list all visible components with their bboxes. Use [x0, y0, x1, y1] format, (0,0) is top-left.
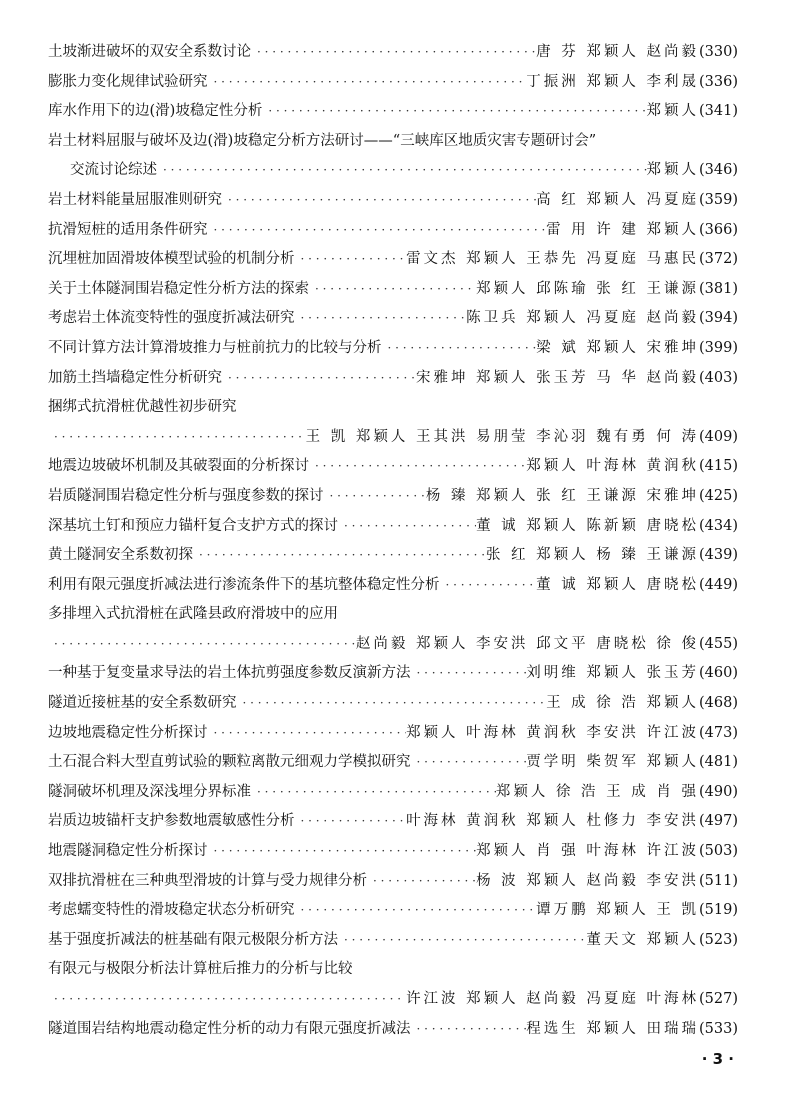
entry-title: 土石混合料大型直剪试验的颗粒离散元细观力学模拟研究 [48, 754, 411, 771]
toc-entry[interactable] [48, 867, 738, 897]
entry-authors: 董 诚 郑颖人 陈新颖 唐晓松 [476, 517, 699, 534]
entry-authors: 郑颖人 [646, 162, 699, 179]
entry-page: (519) [699, 902, 738, 919]
toc-entry[interactable] [48, 186, 738, 216]
entry-title: 双排抗滑桩在三种典型滑坡的计算与受力规律分析 [48, 872, 367, 889]
dot-leader [382, 334, 537, 364]
page-number: · 3 · [701, 1050, 734, 1068]
dot-leader [48, 630, 356, 660]
toc-entry-title-line [48, 393, 738, 423]
entry-page: (503) [699, 843, 738, 860]
entry-page: (394) [699, 310, 738, 327]
entry-page: (449) [699, 576, 738, 593]
toc-entry[interactable] [48, 97, 738, 127]
toc-entry[interactable] [48, 807, 738, 837]
entry-page: (359) [699, 191, 738, 208]
toc-entry[interactable] [48, 452, 738, 482]
entry-page: (346) [699, 162, 738, 179]
dot-leader [411, 659, 527, 689]
dot-leader [295, 245, 407, 275]
entry-title: 多排埋入式抗滑桩在武隆县政府滑坡中的应用 [48, 606, 338, 623]
toc-entry-line [48, 275, 738, 305]
toc-entry[interactable] [48, 748, 738, 778]
toc-entry[interactable] [48, 216, 738, 246]
entry-authors: 杨 臻 郑颖人 张 红 王谦源 宋雅坤 [425, 487, 699, 504]
entry-page: (455) [699, 635, 738, 652]
dot-leader [440, 571, 537, 601]
entry-authors: 高 红 郑颖人 冯夏庭 [536, 191, 699, 208]
entry-page: (372) [699, 251, 738, 268]
entry-authors: 王 凯 郑颖人 王其洪 易朋莹 李沁羽 魏有勇 何 涛 [305, 428, 699, 445]
toc-entry[interactable] [48, 926, 738, 956]
entry-page: (527) [699, 991, 738, 1007]
entry-authors: 郑颖人 [646, 103, 699, 120]
entry-page: (490) [699, 783, 738, 800]
entry-title: 地震隧洞稳定性分析探讨 [48, 843, 208, 860]
dot-leader [262, 97, 646, 127]
toc-entry[interactable] [48, 719, 738, 749]
toc-entry[interactable] [48, 334, 738, 364]
dot-leader [295, 896, 537, 926]
entry-page: (434) [699, 517, 738, 534]
toc-entry-line [48, 512, 738, 542]
entry-authors: 陈卫兵 郑颖人 冯夏庭 赵尚毅 [466, 310, 699, 327]
toc-entry-author-line [48, 156, 738, 186]
entry-authors: 董天文 郑颖人 [586, 931, 699, 948]
entry-page: (399) [699, 339, 738, 356]
dot-leader [208, 837, 477, 867]
toc-entry[interactable] [48, 68, 738, 98]
entry-title: 隧道围岩结构地震动稳定性分析的动力有限元强度折减法 [48, 1020, 411, 1037]
entry-page: (403) [699, 369, 738, 386]
entry-title: 黄土隧洞安全系数初探 [48, 547, 193, 564]
dot-leader [338, 926, 586, 956]
entry-title: 沉埋桩加固滑坡体模型试验的机制分析 [48, 251, 295, 268]
dot-leader [208, 216, 547, 246]
toc-entry[interactable] [48, 275, 738, 305]
entry-authors: 雷 用 许 建 郑颖人 [546, 221, 699, 238]
entry-page: (473) [699, 724, 738, 741]
entry-title: 有限元与极限分析法计算桩后推力的分析与比较 [48, 961, 353, 978]
entry-authors: 张 红 郑颖人 杨 臻 王谦源 [485, 547, 699, 564]
entry-page: (481) [699, 754, 738, 771]
entry-title: 库水作用下的边(滑)坡稳定性分析 [48, 103, 263, 120]
entry-authors: 叶海林 黄润秋 郑颖人 杜修力 李安洪 [406, 813, 699, 830]
dot-leader [411, 1015, 527, 1045]
entry-title: 抗滑短桩的适用条件研究 [48, 221, 208, 238]
toc-entry-author-line [48, 985, 738, 1015]
toc-entry-line [48, 926, 738, 956]
toc-entry[interactable] [48, 778, 738, 808]
toc-entry-line [48, 97, 738, 127]
entry-authors: 郑颖人 邱陈瑜 张 红 王谦源 [476, 280, 699, 297]
entry-authors: 雷文杰 郑颖人 王恭先 冯夏庭 马惠民 [406, 251, 699, 268]
entry-authors: 梁 斌 郑颖人 宋雅坤 [536, 339, 699, 356]
entry-title: 关于土体隧洞围岩稳定性分析方法的探索 [48, 280, 309, 297]
entry-page: (523) [699, 931, 738, 948]
entry-title: 考虑岩土体流变特性的强度折减法研究 [48, 310, 295, 327]
entry-title: 岩质隧洞围岩稳定性分析与强度参数的探讨 [48, 487, 324, 504]
dot-leader [367, 867, 476, 897]
entry-page: (468) [699, 695, 738, 712]
toc-entry-line [48, 334, 738, 364]
dot-leader [411, 748, 527, 778]
entry-title: 边坡地震稳定性分析探讨 [48, 724, 208, 741]
entry-title-continued: 交流讨论综述 [70, 162, 157, 179]
toc-entry-line [48, 68, 738, 98]
entry-page: (409) [699, 428, 738, 445]
toc-entry-line [48, 867, 738, 897]
entry-page: (425) [699, 487, 738, 504]
entry-authors: 王 成 徐 浩 郑颖人 [546, 695, 699, 712]
toc-entry[interactable] [48, 304, 738, 334]
entry-authors: 程选生 郑颖人 田瑞瑞 [526, 1020, 699, 1037]
dot-leader [309, 452, 526, 482]
toc-entry-line [48, 186, 738, 216]
dot-leader [251, 778, 496, 808]
dot-leader [338, 512, 476, 542]
toc-entry[interactable] [48, 896, 738, 926]
table-of-contents [48, 38, 738, 1044]
toc-entry[interactable] [48, 393, 738, 452]
dot-leader [48, 423, 306, 453]
entry-page: (341) [699, 103, 738, 120]
entry-authors: 谭万鹏 郑颖人 王 凯 [536, 902, 699, 919]
entry-title: 隧道近接桩基的安全系数研究 [48, 695, 237, 712]
entry-authors: 丁振洲 郑颖人 李利晟 [526, 73, 699, 90]
toc-entry[interactable] [48, 512, 738, 542]
toc-entry-line [48, 719, 738, 749]
entry-title: 考虑蠕变特性的滑坡稳定状态分析研究 [48, 902, 295, 919]
entry-authors: 刘明维 郑颖人 张玉芳 [526, 665, 699, 682]
entry-page: (381) [699, 280, 738, 297]
dot-leader [48, 985, 406, 1015]
dot-leader [251, 38, 536, 68]
toc-entry-title-line [48, 127, 738, 157]
toc-entry-line [48, 778, 738, 808]
entry-page: (497) [699, 813, 738, 830]
entry-page: (330) [699, 44, 738, 60]
toc-entry-line [48, 1015, 738, 1045]
toc-entry[interactable] [48, 600, 738, 659]
toc-entry-line [48, 38, 738, 68]
toc-entry[interactable] [48, 659, 738, 689]
entry-title: 利用有限元强度折减法进行渗流条件下的基坑整体稳定性分析 [48, 576, 440, 593]
entry-title: 膨胀力变化规律试验研究 [48, 73, 208, 90]
dot-leader [222, 364, 416, 394]
entry-page: (533) [699, 1020, 738, 1037]
toc-entry-line [48, 364, 738, 394]
entry-authors: 郑颖人 叶海林 黄润秋 李安洪 许江波 [406, 724, 699, 741]
entry-page: (460) [699, 665, 738, 682]
entry-page: (439) [699, 547, 738, 564]
entry-authors: 郑颖人 叶海林 黄润秋 [526, 458, 699, 475]
dot-leader [208, 68, 527, 98]
toc-entry-line [48, 807, 738, 837]
entry-title: 基于强度折减法的桩基础有限元极限分析方法 [48, 931, 338, 948]
toc-entry-line [48, 216, 738, 246]
entry-title: 一种基于复变量求导法的岩土体抗剪强度参数反演新方法 [48, 665, 411, 682]
toc-entry[interactable] [48, 955, 738, 1014]
dot-leader [193, 541, 486, 571]
toc-entry-line [48, 896, 738, 926]
entry-page: (366) [699, 221, 738, 238]
dot-leader [208, 719, 407, 749]
entry-title: 加筋土挡墙稳定性分析研究 [48, 369, 222, 386]
toc-entry[interactable] [48, 1015, 738, 1045]
entry-title: 捆绑式抗滑桩优越性初步研究 [48, 399, 237, 416]
toc-entry[interactable] [48, 541, 738, 571]
entry-authors: 董 诚 郑颖人 唐晓松 [536, 576, 699, 593]
entry-authors: 唐 芬 郑颖人 赵尚毅 [536, 44, 699, 60]
toc-entry-line [48, 245, 738, 275]
entry-title: 隧洞破坏机理及深浅埋分界标准 [48, 783, 251, 800]
dot-leader [157, 156, 647, 186]
entry-title: 岩质边坡锚杆支护参数地震敏感性分析 [48, 813, 295, 830]
entry-title: 岩土材料能量屈服准则研究 [48, 191, 222, 208]
entry-page: (415) [699, 458, 738, 475]
toc-entry[interactable] [48, 482, 738, 512]
toc-entry[interactable] [48, 689, 738, 719]
dot-leader [222, 186, 536, 216]
dot-leader [237, 689, 547, 719]
toc-entry[interactable] [48, 245, 738, 275]
entry-authors: 杨 波 郑颖人 赵尚毅 李安洪 [476, 872, 699, 889]
toc-entry-author-line [48, 423, 738, 453]
toc-entry-title-line [48, 600, 738, 630]
toc-entry[interactable] [48, 38, 738, 68]
entry-title: 岩土材料屈服与破坏及边(滑)坡稳定分析方法研讨——“三峡库区地质灾害专题研讨会” [48, 132, 597, 149]
toc-entry-line [48, 659, 738, 689]
dot-leader [295, 807, 407, 837]
dot-leader [295, 304, 467, 334]
toc-entry-line [48, 482, 738, 512]
entry-authors: 郑颖人 肖 强 叶海林 许江波 [476, 843, 699, 860]
entry-authors: 宋雅坤 郑颖人 张玉芳 马 华 赵尚毅 [415, 369, 699, 386]
toc-entry[interactable] [48, 837, 738, 867]
toc-entry-title-line [48, 955, 738, 985]
entry-title: 土坡渐进破坏的双安全系数讨论 [48, 44, 251, 60]
entry-title: 地震边坡破坏机制及其破裂面的分析探讨 [48, 458, 309, 475]
entry-page: (336) [699, 73, 738, 90]
entry-page: (511) [699, 872, 738, 889]
entry-authors: 郑颖人 徐 浩 王 成 肖 强 [495, 783, 699, 800]
toc-entry-line [48, 837, 738, 867]
toc-entry-line [48, 452, 738, 482]
dot-leader [324, 482, 426, 512]
toc-entry-line [48, 541, 738, 571]
toc-entry-line [48, 571, 738, 601]
toc-entry[interactable] [48, 127, 738, 186]
toc-entry-line [48, 689, 738, 719]
toc-entry-line [48, 748, 738, 778]
entry-authors: 许江波 郑颖人 赵尚毅 冯夏庭 叶海林 [406, 991, 699, 1007]
entry-title: 深基坑土钉和预应力锚杆复合支护方式的探讨 [48, 517, 338, 534]
dot-leader [309, 275, 476, 305]
toc-entry[interactable] [48, 364, 738, 394]
entry-authors: 赵尚毅 郑颖人 李安洪 邱文平 唐晓松 徐 俊 [355, 635, 699, 652]
entry-title: 不同计算方法计算滑坡推力与桩前抗力的比较与分析 [48, 339, 382, 356]
toc-entry[interactable] [48, 571, 738, 601]
entry-authors: 贾学明 柴贺军 郑颖人 [526, 754, 699, 771]
toc-entry-author-line [48, 630, 738, 660]
toc-entry-line [48, 304, 738, 334]
